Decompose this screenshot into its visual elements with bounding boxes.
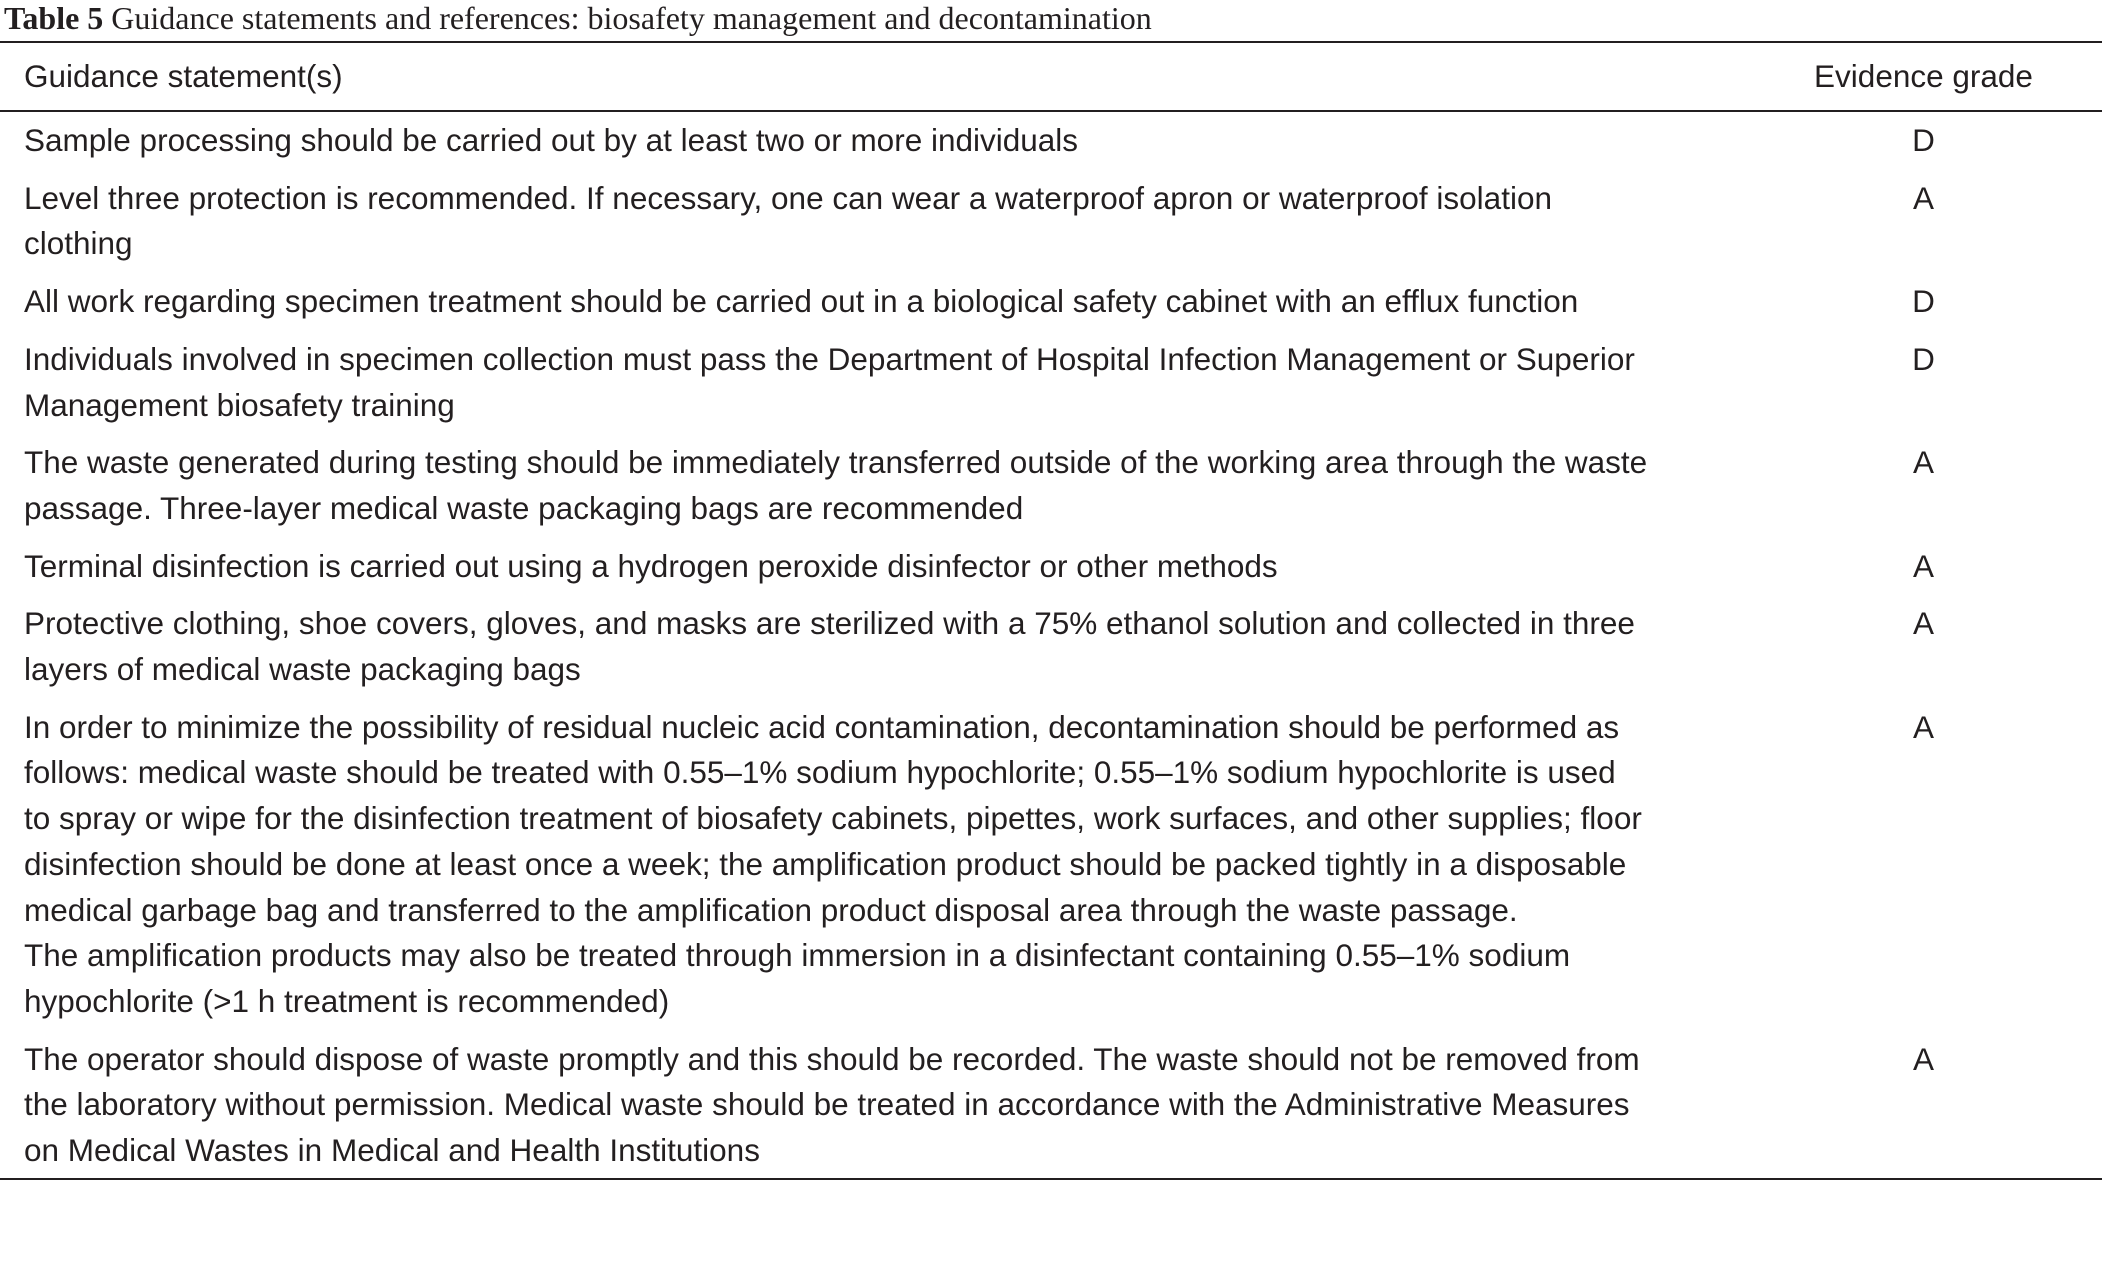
table-row bbox=[0, 699, 2102, 1031]
evidence-grade-cell: A bbox=[1912, 444, 1934, 481]
table-body bbox=[0, 112, 2102, 1178]
statement-line: hypochlorite (>1 h treatment is recommended) bbox=[24, 982, 670, 1019]
statement-cell bbox=[0, 176, 1745, 267]
statement-line: the laboratory without permission. Medical waste should be treated in accordance with the Administrative Measures bbox=[24, 1086, 1630, 1123]
statement-cell bbox=[0, 440, 1745, 531]
statement-line: disinfection should be done at least once a week; the amplification product should be packed tightly in a disposable bbox=[24, 845, 1627, 882]
statement-line: clothing bbox=[24, 225, 133, 262]
statement-line: Sample processing should be carried out by at least two or more individuals bbox=[24, 122, 1079, 158]
table-row bbox=[0, 434, 2102, 537]
statement-cell bbox=[0, 1037, 1745, 1174]
statement-line: The waste generated during testing should be immediately transferred outside of the working area through the waste bbox=[24, 444, 1648, 481]
statement-line: Protective clothing, shoe covers, gloves, and masks are sterilized with a 75% ethanol solution and collected in three bbox=[24, 605, 1635, 642]
table-row bbox=[0, 538, 2102, 596]
evidence-grade-cell: D bbox=[1912, 340, 1935, 377]
statement-cell bbox=[0, 118, 1745, 164]
table-header-row bbox=[0, 43, 2102, 112]
statement-line: Management biosafety training bbox=[24, 386, 455, 423]
table-row bbox=[0, 112, 2102, 170]
evidence-grade-cell: A bbox=[1912, 179, 1934, 216]
evidence-grade-cell: A bbox=[1912, 1040, 1934, 1077]
statement-line: In order to minimize the possibility of residual nucleic acid contamination, decontamination should be performed as bbox=[24, 708, 1620, 745]
statement-line: to spray or wipe for the disinfection treatment of biosafety cabinets, pipettes, work surfaces, and other supplies; floor bbox=[24, 800, 1642, 837]
statement-cell bbox=[0, 705, 1745, 1025]
statement-cell bbox=[0, 337, 1745, 428]
statement-line: Terminal disinfection is carried out using a hydrogen peroxide disinfector or other methods bbox=[24, 547, 1278, 584]
statement-line: follows: medical waste should be treated with 0.55–1% sodium hypochlorite; 0.55–1% sodium hypochlorite is used bbox=[24, 754, 1616, 791]
evidence-grade-cell: D bbox=[1912, 283, 1935, 320]
statement-cell bbox=[0, 544, 1745, 590]
evidence-grade-cell: D bbox=[1912, 122, 1935, 158]
statement-cell bbox=[0, 279, 1745, 325]
statement-line: Level three protection is recommended. If necessary, one can wear a waterproof apron or waterproof isolation bbox=[24, 179, 1552, 216]
table-caption bbox=[4, 0, 1152, 36]
statement-line: All work regarding specimen treatment should be carried out in a biological safety cabinet with an efflux function bbox=[24, 283, 1579, 320]
statement-line: on Medical Wastes in Medical and Health Institutions bbox=[24, 1132, 760, 1169]
guidance-table bbox=[0, 41, 2102, 1180]
evidence-grade-cell: A bbox=[1912, 547, 1934, 584]
statement-line: The operator should dispose of waste promptly and this should be recorded. The waste should not be removed from bbox=[24, 1040, 1640, 1077]
statement-line: layers of medical waste packaging bags bbox=[24, 651, 581, 688]
statement-line: The amplification products may also be treated through immersion in a disinfectant containing 0.55–1% sodium bbox=[24, 937, 1571, 974]
statement-line: medical garbage bag and transferred to the amplification product disposal area through the waste passage. bbox=[24, 891, 1518, 928]
table-row bbox=[0, 273, 2102, 331]
evidence-grade-cell: A bbox=[1912, 605, 1934, 642]
statement-line: passage. Three-layer medical waste packaging bags are recommended bbox=[24, 489, 1024, 526]
table-row bbox=[0, 595, 2102, 698]
statement-line: Individuals involved in specimen collection must pass the Department of Hospital Infection Management or Superior bbox=[24, 340, 1635, 377]
table-title: Guidance statements and references: biosafety management and decontamination bbox=[111, 0, 1152, 36]
table-row bbox=[0, 331, 2102, 434]
table-label: Table 5 bbox=[4, 0, 104, 36]
evidence-grade-cell: A bbox=[1912, 708, 1934, 745]
table-row bbox=[0, 1031, 2102, 1178]
table-row bbox=[0, 170, 2102, 273]
statement-cell bbox=[0, 601, 1745, 692]
column-header-statement: Guidance statement(s) bbox=[24, 57, 343, 94]
column-header-grade: Evidence grade bbox=[1814, 57, 2033, 94]
